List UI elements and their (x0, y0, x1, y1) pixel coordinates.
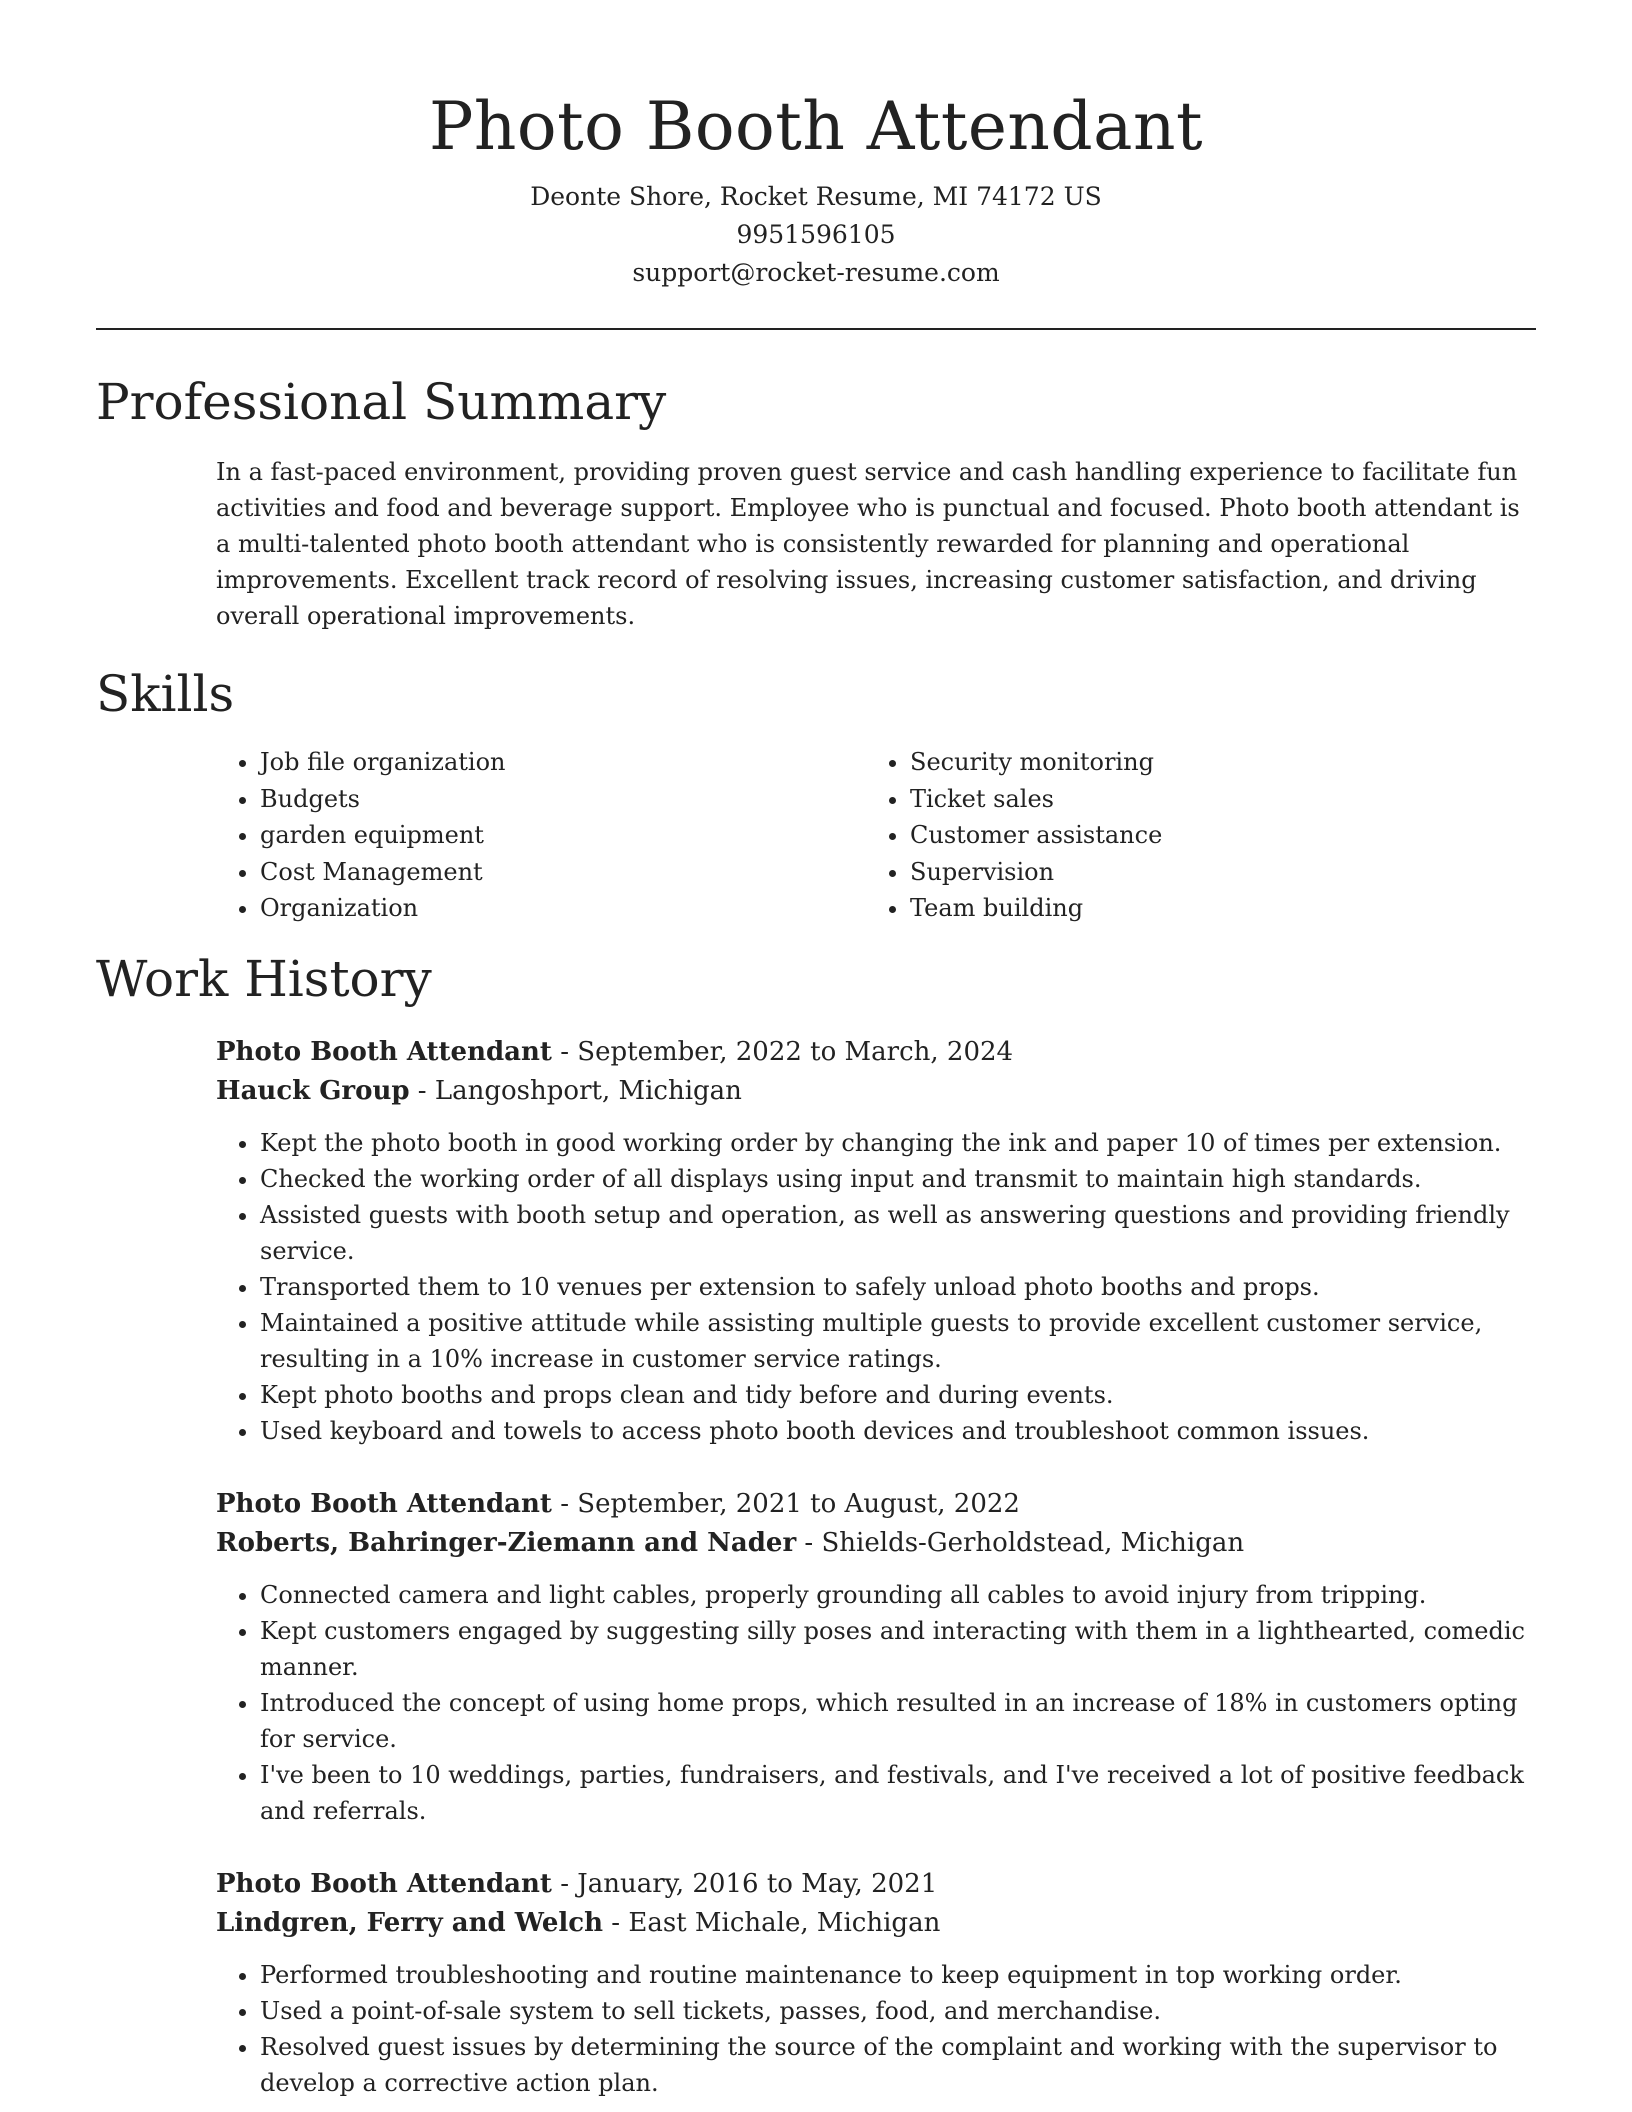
job-bullet: • Kept the photo booth in good working order by changing the ink and paper 10 of times per extension. (260, 1125, 1536, 1161)
job-bullet: • Kept photo booths and props clean and tidy before and during events. (260, 1377, 1536, 1413)
job-location: Langoshport, Michigan (434, 1075, 742, 1106)
job-role: Photo Booth Attendant (216, 1488, 552, 1519)
summary-paragraph: In a fast-paced environment, providing proven guest service and cash handling experience to facilitate fun activities and food and beverage support. Employee who is punctual and focused. Photo booth attendant is a multi-talented photo booth attendant who is consistently rewarded for planning and operational improvements. Excellent track record of resolving issues, increasing customer satisfaction, and driving overall operational improvements. (216, 458, 1520, 630)
job-bullet: • Maintained a positive attitude while assisting multiple guests to provide excellent customer service, resulting in a 10% increase in customer service ratings. (260, 1305, 1536, 1377)
job-bullet: • Resolved guest issues by determining the source of the complaint and working with the supervisor to develop a corrective action plan. (260, 2029, 1536, 2101)
job-role-line: Photo Booth Attendant - September, 2021 to August, 2022 (216, 1488, 1020, 1519)
header-divider (96, 328, 1536, 330)
job-bullet: • Kept customers engaged by suggesting silly poses and interacting with them in a lighthearted, comedic manner. (260, 1613, 1536, 1685)
resume-header (96, 0, 1536, 292)
job-company-line: Hauck Group - Langoshport, Michigan (216, 1075, 742, 1106)
job-entry (216, 1033, 1536, 1449)
skill-item: • Team building (910, 890, 1516, 927)
skill-item: • Organization (260, 890, 866, 927)
contact-info (96, 178, 1536, 292)
skills-column-left (216, 744, 866, 927)
skill-item: • Cost Management (260, 854, 866, 891)
job-bullet: • Performed troubleshooting and routine maintenance to keep equipment in top working order. (260, 1957, 1536, 1993)
job-dates: September, 2021 to August, 2022 (577, 1488, 1020, 1519)
skill-item: • Security monitoring (910, 744, 1516, 781)
job-bullet: • Introduced the concept of using home props, which resulted in an increase of 18% in customers opting for service. (260, 1685, 1536, 1757)
skills-grid (216, 744, 1536, 927)
skill-item: • Ticket sales (910, 781, 1516, 818)
job-location: Shields-Gerholdstead, Michigan (821, 1527, 1245, 1558)
contact-phone: 9951596105 (736, 220, 896, 249)
job-role: Photo Booth Attendant (216, 1036, 552, 1067)
section-title-skills: Skills (96, 665, 235, 723)
job-company: Roberts, Bahringer-Ziemann and Nader (216, 1527, 797, 1558)
job-bullets (216, 1125, 1536, 1449)
job-location: East Michale, Michigan (628, 1907, 941, 1938)
job-dates: September, 2022 to March, 2024 (577, 1036, 1014, 1067)
job-bullet: • Used a point-of-sale system to sell tickets, passes, food, and merchandise. (260, 1993, 1536, 2029)
section-title-summary: Professional Summary (96, 373, 667, 431)
job-company-line: Lindgren, Ferry and Welch - East Michale, Michigan (216, 1907, 941, 1938)
contact-address: Deonte Shore, Rocket Resume, MI 74172 US (530, 182, 1102, 211)
skill-item: • Job file organization (260, 744, 866, 781)
resume-page (96, 0, 1536, 2101)
skill-item: • Supervision (910, 854, 1516, 891)
job-entry (216, 1865, 1536, 2101)
section-title-work-history: Work History (96, 949, 432, 1008)
job-role-line: Photo Booth Attendant - September, 2022 to March, 2024 (216, 1036, 1014, 1067)
job-company: Lindgren, Ferry and Welch (216, 1907, 604, 1938)
job-bullet: • Assisted guests with booth setup and operation, as well as answering questions and providing friendly service. (260, 1197, 1536, 1269)
job-company: Hauck Group (216, 1075, 410, 1106)
job-bullet: • I've been to 10 weddings, parties, fundraisers, and festivals, and I've received a lot of positive feedback and referrals. (260, 1757, 1536, 1829)
job-role: Photo Booth Attendant (216, 1868, 552, 1899)
job-bullet: • Used keyboard and towels to access photo booth devices and troubleshoot common issues. (260, 1413, 1536, 1449)
job-entry (216, 1485, 1536, 1829)
job-bullets (216, 1577, 1536, 1829)
job-bullet: • Checked the working order of all displays using input and transmit to maintain high standards. (260, 1161, 1536, 1197)
job-company-line: Roberts, Bahringer-Ziemann and Nader - Shields-Gerholdstead, Michigan (216, 1527, 1245, 1558)
job-bullet: • Transported them to 10 venues per extension to safely unload photo booths and props. (260, 1269, 1536, 1305)
contact-email: support@rocket-resume.com (632, 258, 1000, 287)
candidate-title: Photo Booth Attendant (428, 88, 1204, 165)
skill-item: • garden equipment (260, 817, 866, 854)
job-role-line: Photo Booth Attendant - January, 2016 to May, 2021 (216, 1868, 938, 1899)
job-dates: January, 2016 to May, 2021 (577, 1868, 938, 1899)
job-bullet: • Connected camera and light cables, properly grounding all cables to avoid injury from tripping. (260, 1577, 1536, 1613)
job-bullets (216, 1957, 1536, 2101)
skill-item: • Budgets (260, 781, 866, 818)
skills-column-right (866, 744, 1516, 927)
skill-item: • Customer assistance (910, 817, 1516, 854)
